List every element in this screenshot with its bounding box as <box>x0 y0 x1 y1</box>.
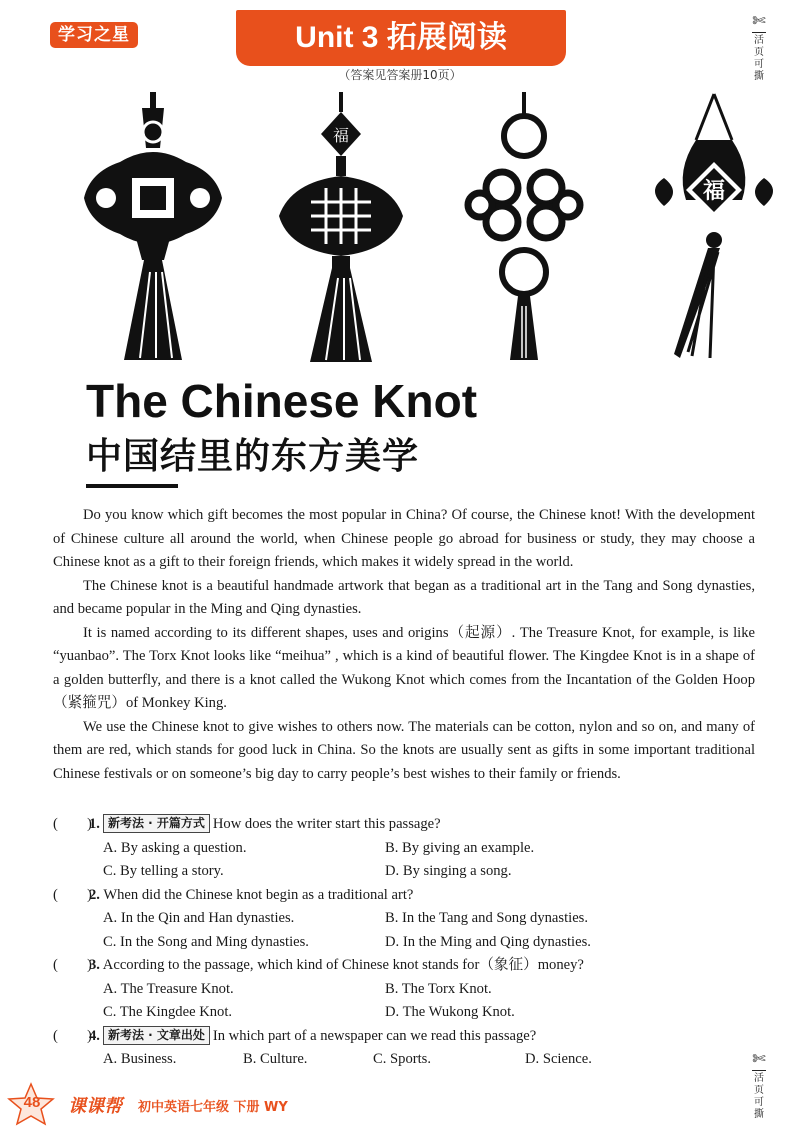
option-a[interactable]: A. In the Qin and Han dynasties. <box>103 910 295 926</box>
passage-paragraph: Do you know which gift becomes the most popular in China? Of course, the Chinese knot! With the development of Chinese culture all around the world, when Chinese people go abroad for business or study, they may choose a Chinese knot as a gift to their foreign friends, which makes it widely spread in the world. <box>53 507 755 570</box>
question-text: When did the Chinese knot begin as a traditional art? <box>103 886 414 903</box>
scissors-icon: ✄ <box>752 11 766 30</box>
option-d[interactable]: D. Science. <box>525 1051 592 1067</box>
option-d[interactable]: D. By singing a song. <box>385 863 512 879</box>
question-number: 1. <box>89 816 100 832</box>
option-row <box>53 837 755 861</box>
option-row <box>53 1048 755 1072</box>
answer-blank[interactable]: ( ) <box>53 816 92 832</box>
page-number: 48 <box>23 1094 41 1111</box>
question-number: 4. <box>89 1027 100 1044</box>
question-list <box>53 813 755 1072</box>
footer-book-title: 初中英语七年级 下册 WY <box>138 1100 288 1115</box>
option-row <box>53 931 755 955</box>
question-number: 3. <box>89 957 100 973</box>
question-text: According to the passage, which kind of Chinese knot stands for（象征）money? <box>102 957 584 973</box>
question-3 <box>53 954 755 978</box>
tear-off-label: 活页可撕 <box>754 1073 764 1120</box>
question-1 <box>53 813 755 837</box>
option-c[interactable]: C. The Kingdee Knot. <box>103 1004 233 1020</box>
answer-blank[interactable]: ( ) <box>53 886 92 903</box>
passage-paragraph: The Chinese knot is a beautiful handmade artwork that began as a traditional art in the Tang and Song dynasties, and became popular in the Ming and Qing dynasties. <box>53 577 755 617</box>
title-underline <box>86 484 178 488</box>
scissors-icon: ✄ <box>752 1049 766 1068</box>
answer-blank[interactable]: ( ) <box>53 957 92 973</box>
option-a[interactable]: A. Business. <box>103 1051 177 1067</box>
option-row <box>53 978 755 1002</box>
option-row <box>53 860 755 884</box>
option-c[interactable]: C. In the Song and Ming dynasties. <box>103 933 309 950</box>
option-b[interactable]: B. By giving an example. <box>385 839 535 856</box>
option-d[interactable]: D. In the Ming and Qing dynasties. <box>385 933 591 950</box>
option-b[interactable]: B. The Torx Knot. <box>385 980 492 997</box>
fu-glyph: 福 <box>702 179 726 204</box>
question-text: How does the writer start this passage? <box>212 816 441 832</box>
chinese-knot-illustrations <box>80 92 800 372</box>
option-c[interactable]: C. Sports. <box>373 1051 431 1067</box>
brand-logo: 学习之星 <box>50 22 138 48</box>
tear-off-tab-top[interactable] <box>748 12 770 83</box>
option-b[interactable]: B. Culture. <box>243 1051 308 1067</box>
question-2 <box>53 884 755 908</box>
answer-blank[interactable]: ( ) <box>53 1027 92 1044</box>
fu-glyph: 福 <box>332 126 350 145</box>
option-b[interactable]: B. In the Tang and Song dynasties. <box>385 910 589 926</box>
question-text: In which part of a newspaper can we read this passage? <box>212 1027 537 1044</box>
treasure-knot-illustration <box>80 92 230 367</box>
option-row <box>53 1001 755 1025</box>
option-a[interactable]: A. The Treasure Knot. <box>103 980 234 997</box>
unit-title-banner: Unit 3 拓展阅读 <box>236 10 566 66</box>
option-c[interactable]: C. By telling a story. <box>103 863 224 879</box>
option-d[interactable]: D. The Wukong Knot. <box>385 1004 515 1020</box>
tab-divider <box>752 32 766 33</box>
article-title-english: The Chinese Knot <box>86 375 478 427</box>
footer-brand: 课课帮 <box>68 1096 122 1117</box>
torx-knot-illustration <box>266 92 416 367</box>
question-number: 2. <box>89 886 100 903</box>
reading-passage <box>53 504 755 786</box>
passage-paragraph: We use the Chinese knot to give wishes to others now. The materials can be cotton, nylon and so on, and many of them are red, which stands for good luck in China. So the knots are usually sent as gifts in some important traditional Chinese festivals or on someone’s big day to carry people’s best wishes to their family or friends. <box>53 718 755 782</box>
answer-note: （答案见答案册10页） <box>338 68 462 82</box>
kingdee-knot-illustration <box>464 92 594 367</box>
question-tag: 新考法 · 开篇方式 <box>103 814 210 833</box>
wukong-knot-illustration <box>644 92 784 367</box>
question-tag: 新考法 · 文章出处 <box>103 1026 210 1045</box>
article-title-chinese: 中国结里的东方美学 <box>86 436 420 477</box>
option-row <box>53 907 755 931</box>
question-4 <box>53 1025 755 1049</box>
passage-paragraph: It is named according to its different shapes, uses and origins（起源）. The Treasure Knot, for example, is like “yuanbao”. The Torx Knot looks like “meihua” , which is a kind of beautiful flower. The Kingdee Knot is in a shape of a golden butterfly, and there is a knot called the Wukong Knot which comes from the Incantation of the Golden Hoop（紧箍咒）of Monkey King. <box>53 624 755 711</box>
option-a[interactable]: A. By asking a question. <box>103 839 247 856</box>
tear-off-label: 活页可撕 <box>754 35 764 82</box>
